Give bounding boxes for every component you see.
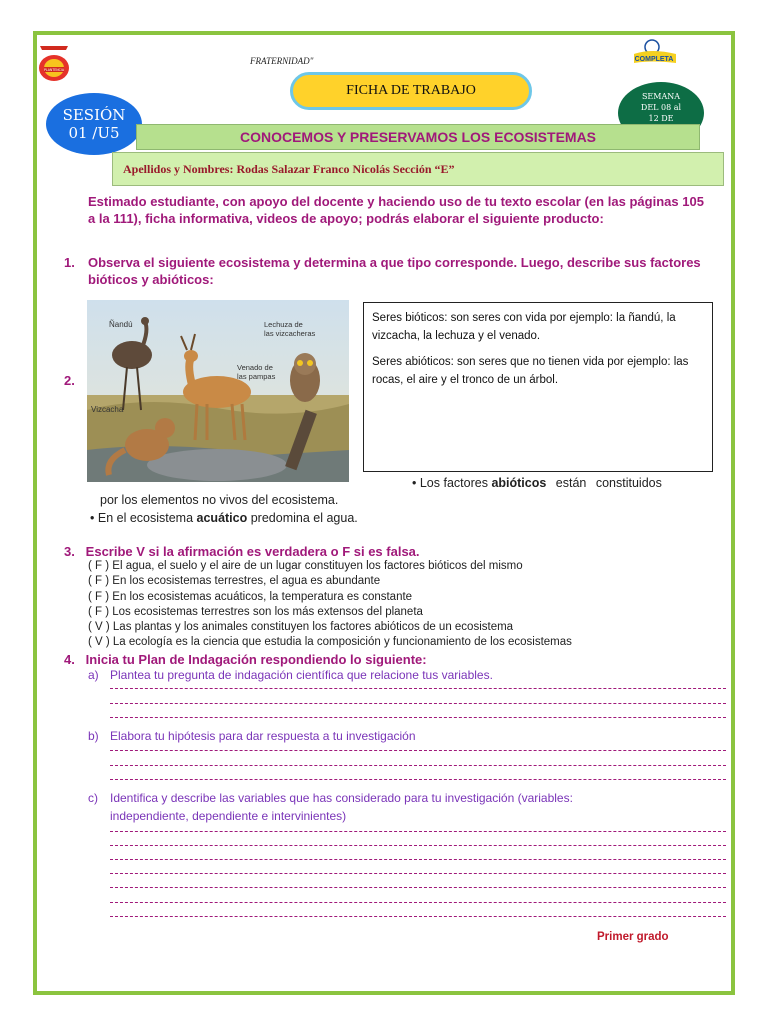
- bullet-abio-bold: abióticos: [491, 476, 547, 490]
- answer-line[interactable]: [110, 873, 726, 874]
- list-item: ( V ) La ecología es la ciencia que estudia la composición y funcionamiento de los ecosistemas: [88, 636, 572, 649]
- answer-line[interactable]: [110, 765, 726, 766]
- list-item: ( F ) En los ecosistemas terrestres, el agua es abundante: [88, 575, 381, 588]
- question-4b-label: b): [88, 729, 99, 743]
- question-4c-text-2: independiente, dependiente e intervinientes): [110, 809, 347, 823]
- bullet-abioticos-line2: por los elementos no vivos del ecosistema.: [100, 493, 339, 507]
- answer-line[interactable]: [110, 703, 726, 704]
- question-4a: [88, 666, 708, 684]
- question-1-text: Observa el siguiente ecosistema y determina a que tipo corresponde. Luego, describe sus factores bióticos y abióticos:: [88, 255, 701, 287]
- student-name-field[interactable]: Apellidos y Nombres: Rodas Salazar Franco Nicolás Sección “E”: [112, 152, 724, 186]
- list-item: ( V ) Las plantas y los animales constituyen los factores abióticos de un ecosistema: [88, 621, 514, 634]
- intro-paragraph: Estimado estudiante, con apoyo del docente y haciendo uso de tu texto escolar (en las páginas 105 a la 111), ficha informativa, videos de apoyo; podrás elaborar el siguiente producto:: [88, 194, 704, 226]
- bullet-acua-post: predomina el agua.: [247, 511, 358, 525]
- session-label: SESIÓN: [62, 106, 126, 124]
- list-item: ( F ) Los ecosistemas terrestres son los más extensos del planeta: [88, 605, 423, 618]
- question-1-number: 1.: [64, 255, 75, 270]
- bullet-acuatico: • En el ecosistema acuático predomina el agua.: [90, 511, 358, 525]
- week-line-3: 12 DE: [648, 114, 674, 123]
- list-item: ( F ) En los ecosistemas acuáticos, la temperatura es constante: [88, 590, 413, 603]
- bullet-acua-pre: En el ecosistema: [97, 511, 197, 525]
- svg-text:PLANTENCIA: PLANTENCIA: [43, 68, 65, 72]
- session-number: 01 /U5: [68, 124, 120, 142]
- answer-line[interactable]: [110, 831, 726, 832]
- svg-text:COMPLETA: COMPLETA: [634, 56, 674, 63]
- question-4c-label: c): [88, 791, 98, 805]
- answer-abioticos: Seres abióticos: son seres que no tienen vida por ejemplo: las rocas, el aire y el tronco de un árbol.: [372, 356, 689, 386]
- answer-line[interactable]: [110, 688, 726, 689]
- label-vizcacha: Vizcacha: [91, 405, 124, 414]
- answer-line[interactable]: [110, 779, 726, 780]
- question-4c-text-1: Identifica y describe las variables que has considerado para tu investigación (variables:: [110, 791, 573, 805]
- true-false-list: [88, 559, 572, 651]
- answer-line[interactable]: [110, 717, 726, 718]
- week-line-2: DEL 08 al: [640, 103, 682, 112]
- session-badge: [46, 93, 142, 155]
- completa-logo-icon: [630, 38, 686, 68]
- ecosystem-image: [87, 300, 349, 482]
- page-title: CONOCEMOS Y PRESERVAMOS LOS ECOSISTEMAS: [136, 124, 700, 150]
- fraternidad-text: FRATERNIDAD": [250, 56, 314, 66]
- question-4b-text: Elabora tu hipótesis para dar respuesta a tu investigación: [110, 729, 416, 743]
- question-4a-label: a): [88, 668, 99, 682]
- ficha-title: FICHA DE TRABAJO: [290, 72, 532, 110]
- answer-line[interactable]: [110, 845, 726, 846]
- label-nandu: Ñandú: [109, 320, 133, 329]
- bullet-abioticos: • Los factores abióticos están constituidos: [412, 476, 662, 490]
- answer-line[interactable]: [110, 902, 726, 903]
- school-logo-icon: [36, 40, 72, 84]
- question-1: [64, 254, 704, 288]
- answer-line[interactable]: [110, 887, 726, 888]
- bullet-acua-bold: acuático: [196, 511, 248, 525]
- question-3-title: 3. Escribe V si la afirmación es verdadera o F si es falsa.: [64, 544, 420, 559]
- week-line-1: SEMANA: [641, 92, 681, 101]
- list-item: ( F ) El agua, el suelo y el aire de un lugar constituyen los factores bióticos del mismo: [88, 560, 523, 572]
- question-4a-text: Plantea tu pregunta de indagación científica que relacione tus variables.: [110, 668, 493, 682]
- label-lechuza: Lechuza de las vizcacheras: [264, 320, 316, 338]
- question-4-title: 4. Inicia tu Plan de Indagación respondiendo lo siguiente:: [64, 652, 427, 667]
- answer-bioticos: Seres bióticos: son seres con vida por ejemplo: la ñandú, la vizcacha, la lechuza y el venado.: [372, 312, 676, 342]
- answer-line[interactable]: [110, 859, 726, 860]
- question-4b: [88, 727, 708, 745]
- answer-line[interactable]: [110, 750, 726, 751]
- question-2-number: 2.: [64, 373, 75, 388]
- answer-line[interactable]: [110, 916, 726, 917]
- grade-label: Primer grado: [597, 931, 669, 943]
- answer-textbox[interactable]: [363, 302, 713, 472]
- bullet-abio-pre: Los factores: [419, 476, 492, 490]
- question-4c: [88, 789, 708, 825]
- label-venado: Venado de las pampas: [237, 363, 276, 381]
- bullet-abio-post: están constituidos: [546, 476, 662, 490]
